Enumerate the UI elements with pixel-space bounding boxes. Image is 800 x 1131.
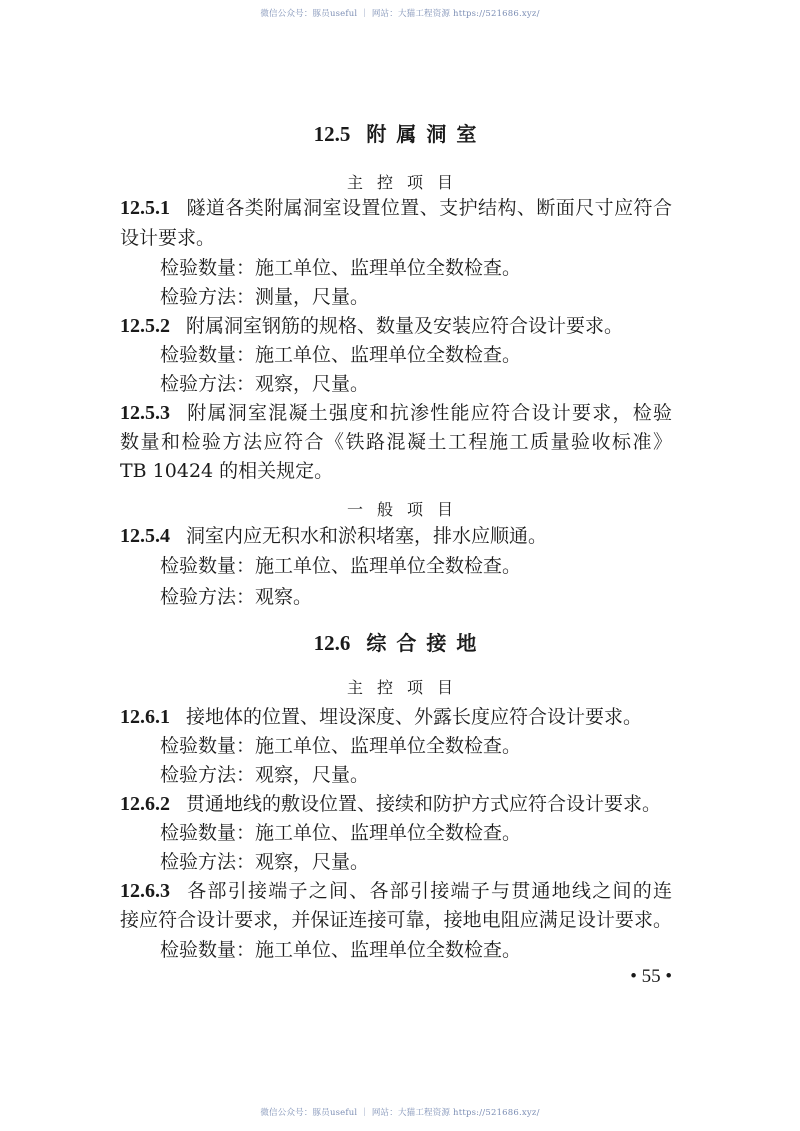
group-heading-main-control: 主控项目 (346, 678, 467, 697)
clause-number: 12.5.3 (120, 402, 170, 424)
section-title-12-6 (0, 627, 800, 656)
inspection-method: 检验方法：测量，尺量。 (160, 286, 370, 308)
inspection-method: 检验方法：观察，尺量。 (160, 851, 370, 873)
inspection-method: 检验方法：观察，尺量。 (160, 764, 370, 786)
clause-number: 12.6.3 (120, 880, 170, 902)
inspection-quantity: 检验数量：施工单位、监理单位全数检查。 (160, 939, 522, 961)
clause-number: 12.5.1 (120, 197, 170, 219)
clause-number: 12.6.1 (120, 706, 170, 728)
clause-text: 贯通地线的敷设位置、接续和防护方式应符合设计要求。 (186, 793, 662, 815)
clause-text: 附属洞室钢筋的规格、数量及安装应符合设计要求。 (186, 315, 624, 337)
clause-12-6-2 (120, 790, 672, 818)
clause-text-continuation: TB 10424 的相关规定。 (120, 460, 334, 482)
clause-12-5-3 (120, 399, 672, 427)
clause-text-continuation: 设计要求。 (120, 227, 216, 249)
page-number: • 55 • (630, 966, 672, 987)
clause-12-5-4 (120, 522, 672, 550)
inspection-method: 检验方法：观察。 (160, 586, 313, 608)
section-title-12-5 (0, 118, 800, 147)
inspection-quantity: 检验数量：施工单位、监理单位全数检查。 (160, 344, 522, 366)
clause-text: 附属洞室混凝土强度和抗渗性能应符合设计要求，检验 (186, 402, 672, 424)
clause-number: 12.5.2 (120, 315, 170, 337)
inspection-quantity: 检验数量：施工单位、监理单位全数检查。 (160, 735, 522, 757)
clause-text-continuation: 接应符合设计要求，并保证连接可靠，接地电阻应满足设计要求。 (120, 909, 672, 931)
inspection-method: 检验方法：观察，尺量。 (160, 373, 370, 395)
clause-text: 隧道各类附属洞室设置位置、支护结构、断面尺寸应符合 (186, 197, 672, 219)
inspection-quantity: 检验数量：施工单位、监理单位全数检查。 (160, 257, 522, 279)
clause-text-continuation: 数量和检验方法应符合《铁路混凝土工程施工质量验收标准》 (120, 431, 672, 453)
clause-number: 12.6.2 (120, 793, 170, 815)
inspection-quantity: 检验数量：施工单位、监理单位全数检查。 (160, 822, 522, 844)
group-heading-main-control: 主控项目 (346, 173, 467, 192)
watermark-bottom: 微信公众号：豚员useful ｜ 网站：大猫工程资源 https://521686.xyz/ (260, 1108, 540, 1118)
inspection-quantity: 检验数量：施工单位、监理单位全数检查。 (160, 555, 522, 577)
clause-12-6-3 (120, 877, 672, 905)
clause-12-6-1 (120, 703, 672, 731)
watermark-top: 微信公众号：豚员useful ｜ 网站：大猫工程资源 https://521686.xyz/ (260, 9, 540, 19)
section-number: 12.5 (313, 122, 351, 146)
clause-text: 接地体的位置、埋设深度、外露长度应符合设计要求。 (186, 706, 643, 728)
group-heading-general: 一般项目 (346, 500, 467, 519)
clause-number: 12.5.4 (120, 525, 170, 547)
section-name: 综合接地 (366, 631, 487, 655)
section-name: 附属洞室 (366, 122, 487, 146)
clause-text: 洞室内应无积水和淤积堵塞，排水应顺通。 (186, 525, 548, 547)
section-number: 12.6 (313, 631, 351, 655)
clause-12-5-1 (120, 194, 672, 222)
clause-12-5-2 (120, 312, 672, 340)
clause-text: 各部引接端子之间、各部引接端子与贯通地线之间的连 (186, 880, 672, 902)
